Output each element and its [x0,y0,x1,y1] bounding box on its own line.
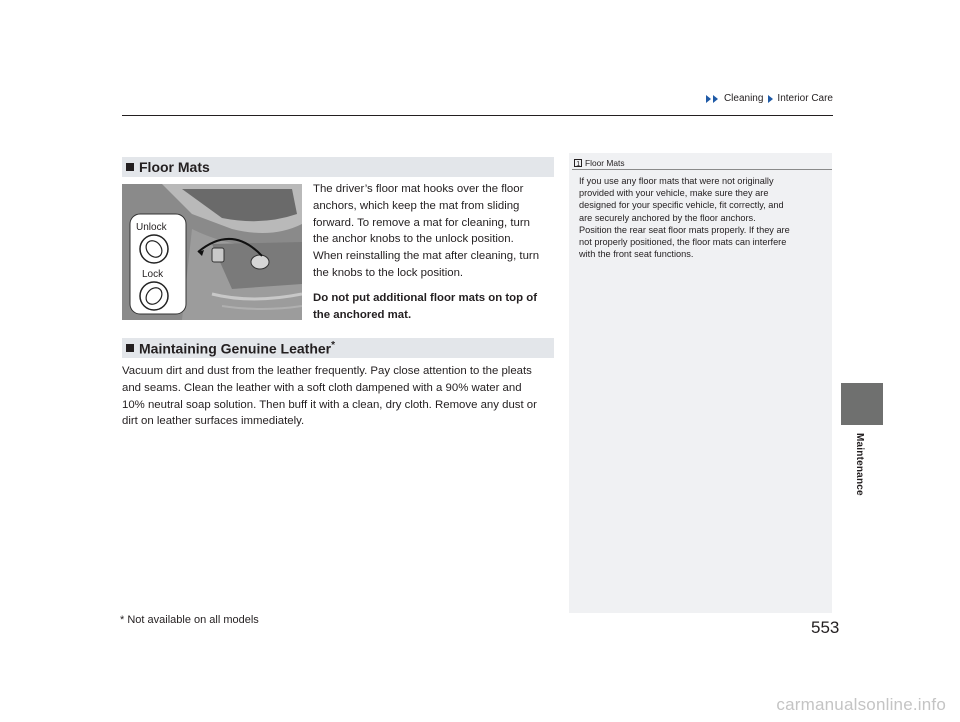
breadcrumb-item-interior-care[interactable]: Interior Care [777,93,833,104]
floor-mats-warning [313,290,558,324]
svg-text:1: 1 [576,161,581,167]
breadcrumb-item-cleaning[interactable]: Cleaning [723,93,764,104]
section-title-text: Maintaining Genuine Leather [139,340,332,357]
text-line: the anchored mat. [313,308,412,321]
text-line: Position the rear seat floor mats properly. If they are [579,224,790,235]
text-line: anchors, which keep the mat from sliding [313,199,520,212]
text-line: If you use any floor mats that were not originally [579,176,774,186]
floor-mat-anchor-figure [122,184,302,320]
breadcrumb-arrow-icon [768,95,773,103]
text-line: The driver’s floor mat hooks over the floor [313,183,524,195]
unlock-label: Unlock [136,222,167,233]
section-title: Floor Mats [139,159,210,175]
unlock-knob-icon [140,235,168,263]
text-line: and seams. Clean the leather with a soft cloth dampened with a 90% water and [122,381,522,394]
breadcrumb [706,93,833,104]
text-line: designed for your specific vehicle, fit correctly, and [579,200,784,211]
text-line: Do not put additional floor mats on top of [313,292,537,304]
text-line: Vacuum dirt and dust from the leather frequently. Pay close attention to the pleats [122,365,532,377]
text-line: When reinstalling the mat after cleaning, turn [313,250,540,263]
header-rule [122,115,833,116]
text-line: with the front seat functions. [579,249,694,260]
section-square-icon [126,163,134,171]
lock-label: Lock [142,269,164,280]
floor-mat-illustration [122,184,302,320]
section-heading-floor-mats [122,157,554,177]
page-number: 553 [811,618,840,637]
floor-mats-paragraph [313,181,558,282]
text-line: the knobs to the lock position. [313,266,464,279]
text-line: forward. To remove a mat for cleaning, turn [313,216,530,229]
sidebar-rule [572,169,832,170]
section-heading-leather [122,338,554,358]
text-line: dirt on leather surfaces immediately. [122,415,305,428]
sidebar-heading [574,158,625,168]
breadcrumb-arrow-icon [706,95,719,103]
leather-paragraph [122,363,562,430]
text-line: not properly positioned, the floor mats can interfere [579,237,787,248]
sidebar-heading-text: Floor Mats [585,158,625,168]
lock-knob-icon [140,282,168,310]
text-line: 10% neutral soap solution. Then buff it with a clean, dry cloth. Remove any dust or [122,398,537,411]
section-title [139,340,335,357]
text-line: provided with your vehicle, make sure they are [579,188,769,199]
section-square-icon [126,344,134,352]
text-line: the anchor knobs to the unlock position. [313,233,514,246]
chapter-label: Maintenance [854,433,865,496]
text-line: are securely anchored by the floor anchors. [579,212,756,223]
note-number-icon [574,159,582,167]
watermark: carmanualsonline.info [776,695,946,714]
chapter-tab[interactable] [841,383,883,425]
sidebar-note-text [579,175,829,260]
footnote: * Not available on all models [120,614,259,626]
footnote-marker: * [331,339,336,351]
